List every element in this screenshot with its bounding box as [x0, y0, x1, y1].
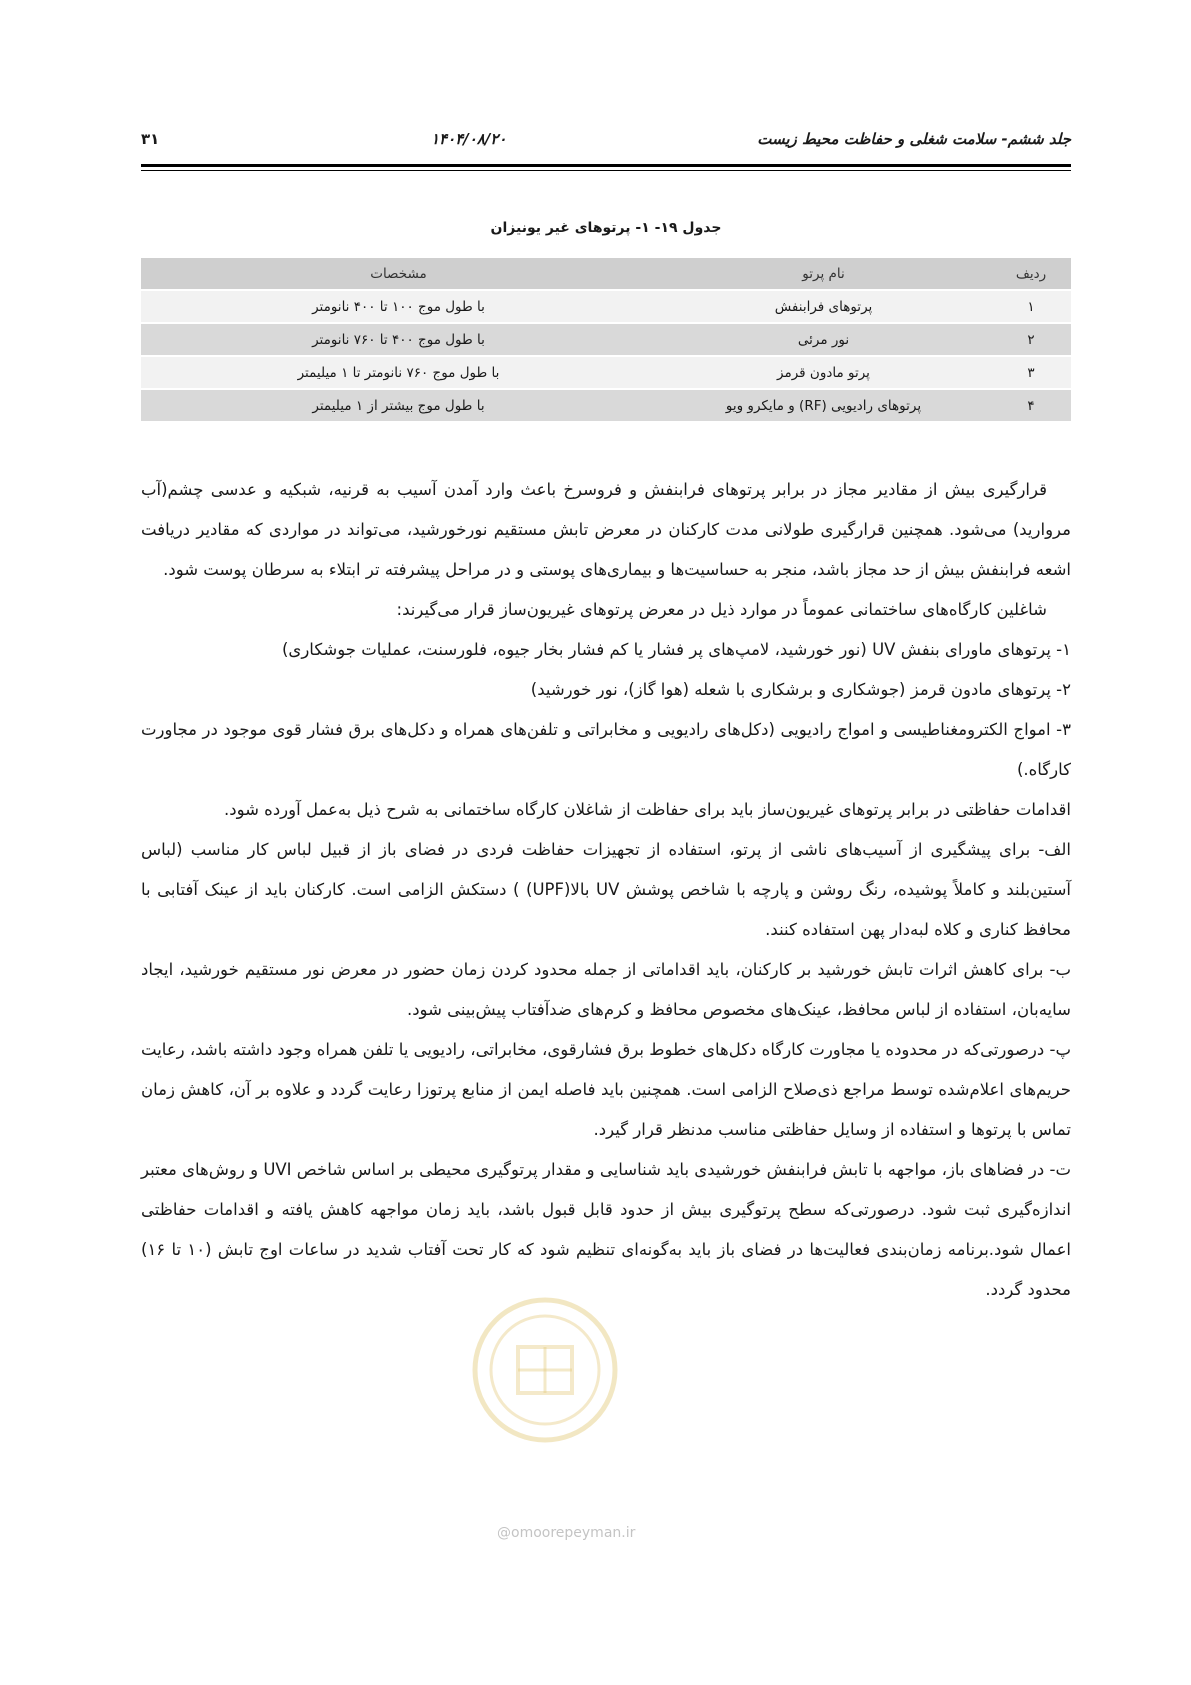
cell-name: پرتوهای فرابنفش — [656, 291, 991, 322]
table-row — [141, 390, 1071, 421]
header-date: ۱۴۰۴/۰۸/۲۰ — [431, 130, 507, 148]
header-rule-thin — [141, 170, 1071, 171]
cell-spec: با طول موج ۴۰۰ تا ۷۶۰ نانومتر — [141, 324, 656, 355]
radiation-table — [141, 256, 1071, 423]
cell-spec: با طول موج ۱۰۰ تا ۴۰۰ نانومتر — [141, 291, 656, 322]
cell-row-number: ۱ — [991, 291, 1071, 322]
column-header-row-number: ردیف — [991, 258, 1071, 289]
cell-row-number: ۳ — [991, 357, 1071, 388]
table-header-row — [141, 258, 1071, 289]
cell-name: پرتو مادون قرمز — [656, 357, 991, 388]
cell-name: پرتوهای رادیویی (RF) و مایکرو ویو — [656, 390, 991, 421]
table-caption: جدول ۱۹- ۱- پرتوهای غیر یونیزان — [490, 220, 722, 236]
table-row — [141, 357, 1071, 388]
paragraph-te: ت- در فضاهای باز، مواجهه با تابش فرابنفش خورشیدی باید شناسایی و مقدار پرتوگیری محیطی بر اساس شاخص UVI و روش‌های معتبر اندازه‌گیری ثبت شود. درصورتی‌که سطح پرتوگیری بیش از حدود قابل قبول باشد، باید زمان مواجهه کاهش یافته و اقدامات حفاظتی اعمال شود.برنامه زمان‌بندی فعالیت‌ها در فضای باز باید به‌گونه‌ای تنظیم شود که کار تحت آفتاب شدید در ساعات اوج تابش (۱۰ تا ۱۶) محدود گردد. — [141, 1160, 1071, 1299]
list-item-electromagnetic: ۳- امواج الکترومغناطیسی و امواج رادیویی (دکل‌های رادیویی و مخابراتی و تلفن‌های همراه و دکل‌های برق فشار قوی موجود در مجاورت کارگاه.) — [141, 720, 1071, 779]
table-row — [141, 324, 1071, 355]
watermark-text: @omoorepeyman.ir — [497, 1525, 636, 1541]
cell-spec: با طول موج بیشتر از ۱ میلیمتر — [141, 390, 656, 421]
watermark-logo — [470, 1295, 620, 1445]
header-rule-thick — [141, 164, 1071, 167]
paragraph-pe: پ- درصورتی‌که در محدوده یا مجاورت کارگاه دکل‌های خطوط برق فشارقوی، مخابراتی، رادیویی یا تلفن همراه وجود داشته باشد، رعایت حریم‌های اعلام‌شده توسط مراجع ذی‌صلاح الزامی است. همچنین باید فاصله ایمن از منابع پرتوزا رعایت گردد و علاوه بر آن، کاهش زمان تماس با پرتوها و استفاده از وسایل حفاظتی مناسب مدنظر قرار گیرد. — [141, 1040, 1071, 1139]
paragraph-alef: الف- برای پیشگیری از آسیب‌های ناشی از پرتو، استفاده از تجهیزات حفاظت فردی در فضای باز از قبیل لباس کار مناسب (لباس آستین‌بلند و کاملاً پوشیده، رنگ روشن و پارچه با شاخص پوشش UV بالا(UPF) ) دستکش الزامی است. کارکنان باید از عینک آفتابی با محافظ کناری و کلاه لبه‌دار پهن استفاده کنند. — [141, 840, 1071, 939]
list-item-uv: ۱- پرتوهای ماورای بنفش UV (نور خورشید، لامپ‌های پر فشار یا کم فشار بخار جیوه، فلورسنت، عملیات جوشکاری) — [281, 640, 1071, 659]
book-title: جلد ششم- سلامت شغلی و حفاظت محیط زیست — [757, 130, 1071, 148]
body-text — [141, 470, 1071, 1310]
table-row — [141, 291, 1071, 322]
cell-spec: با طول موج ۷۶۰ نانومتر تا ۱ میلیمتر — [141, 357, 656, 388]
paragraph-exposure-intro: شاغلین کارگاه‌های ساختمانی عموماً در موارد ذیل در معرض پرتوهای غیریون‌ساز قرار می‌گیرند: — [396, 600, 1047, 619]
cell-row-number: ۴ — [991, 390, 1071, 421]
cell-name: نور مرئی — [656, 324, 991, 355]
list-item-infrared: ۲- پرتوهای مادون قرمز (جوشکاری و برشکاری با شعله (هوا گاز)، نور خورشید) — [530, 680, 1071, 699]
page-number: ۳۱ — [141, 130, 160, 148]
paragraph-be: ب- برای کاهش اثرات تابش خورشید بر کارکنان، باید اقداماتی از جمله محدود کردن زمان حضور در معرض نور مستقیم خورشید، ایجاد سایه‌بان، استفاده از لباس محافظ، عینک‌های مخصوص محافظ و کرم‌های ضدآفتاب پیش‌بینی شود. — [141, 960, 1071, 1019]
cell-row-number: ۲ — [991, 324, 1071, 355]
column-header-name: نام پرتو — [656, 258, 991, 289]
paragraph-eye-damage: قرارگیری بیش از مقادیر مجاز در برابر پرتوهای فرابنفش و فروسرخ باعث وارد آمدن آسیب به قرنیه، شبکیه و عدسی چشم(آب مروارید) می‌شود. همچنین قرارگیری طولانی مدت کارکنان در معرض تابش مستقیم نورخورشید، می‌تواند در مواردی که مقادیر دریافت اشعه فرابنفش بیش از حد مجاز باشد، منجر به حساسیت‌ها و بیماری‌های پوستی و در مراحل پیشرفته تر ابتلاء به سرطان پوست شود. — [141, 480, 1071, 579]
column-header-spec: مشخصات — [141, 258, 656, 289]
page-header — [141, 130, 1071, 156]
paragraph-protective-measures: اقدامات حفاظتی در برابر پرتوهای غیریون‌ساز باید برای حفاظت از شاغلان کارگاه ساختمانی به شرح ذیل به‌عمل آورده شود. — [224, 800, 1071, 819]
